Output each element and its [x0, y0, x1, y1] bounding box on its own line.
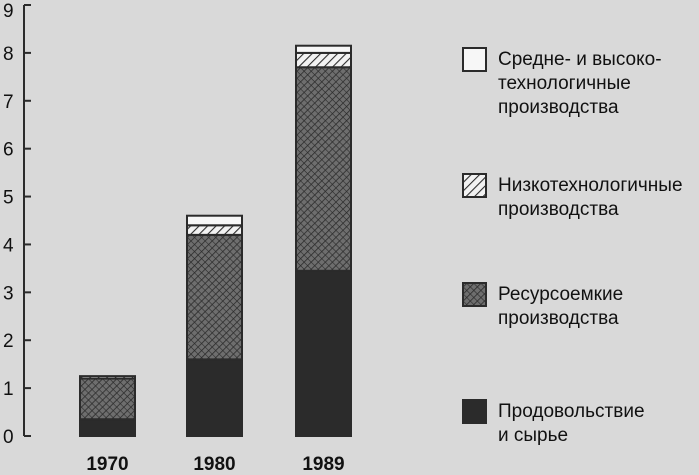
y-tick-label: 2 [3, 331, 14, 353]
legend-label: производства [498, 97, 619, 118]
y-tick-label: 3 [3, 283, 14, 305]
x-tick-label: 1970 [86, 454, 129, 475]
bar-segment [296, 67, 351, 271]
y-tick-label: 6 [3, 139, 14, 161]
y-axis [3, 1, 31, 448]
legend-label: Средне- и высоко- [498, 49, 662, 70]
legend-label: Продовольствие [498, 401, 645, 422]
x-tick-label: 1989 [302, 454, 345, 475]
bar-segment [80, 379, 135, 420]
bar-segment [296, 53, 351, 67]
bars [80, 46, 351, 436]
legend-swatch [463, 283, 486, 306]
bar-segment [187, 235, 242, 360]
bar-segment [187, 225, 242, 235]
bar-segment [296, 271, 351, 436]
legend-swatch [463, 400, 486, 423]
y-tick-label: 4 [3, 235, 14, 257]
y-tick-label: 5 [3, 187, 14, 209]
legend-label: и сырье [498, 425, 569, 446]
y-tick-label: 7 [3, 91, 14, 113]
bar-segment [80, 376, 135, 378]
bar-segment [187, 359, 242, 436]
legend-label: Ресурсоемкие [498, 284, 624, 305]
bar-segment [296, 46, 351, 53]
legend-label: Низкотехнологичные [498, 175, 683, 196]
y-tick-label: 8 [3, 43, 14, 65]
legend-swatch [463, 48, 486, 71]
legend [463, 48, 683, 446]
legend-label: технологичные [498, 73, 631, 94]
legend-label: производства [498, 199, 619, 220]
bar-segment [80, 419, 135, 436]
x-axis-labels [86, 454, 344, 475]
legend-label: производства [498, 308, 619, 329]
y-tick-label: 9 [3, 1, 14, 22]
y-tick-label: 1 [3, 379, 14, 401]
y-tick-label: 0 [3, 427, 14, 448]
legend-swatch [463, 174, 486, 197]
bar-segment [187, 216, 242, 226]
x-tick-label: 1980 [193, 454, 236, 475]
